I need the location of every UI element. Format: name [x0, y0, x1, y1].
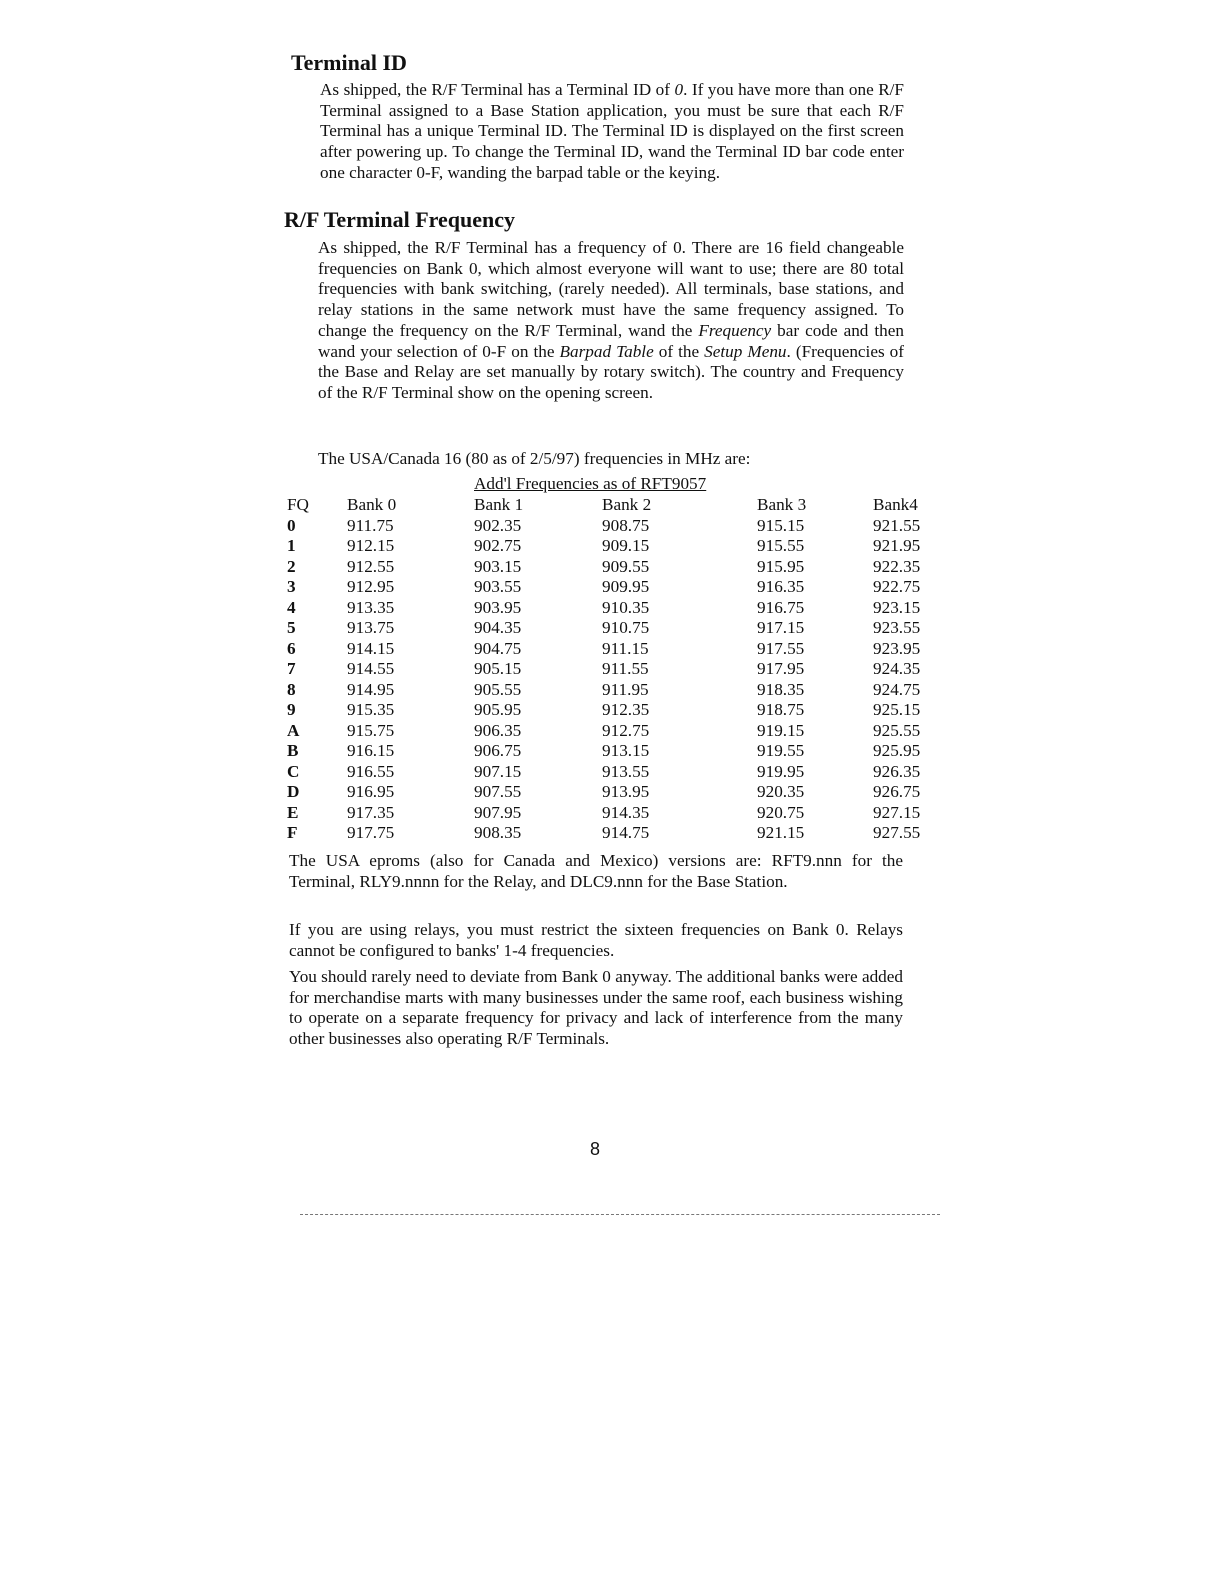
frequency-cell: 918.35: [757, 679, 805, 699]
frequency-cell: 925.95: [873, 741, 921, 761]
fq-cell: F: [287, 823, 298, 843]
frequency-cell: 913.95: [602, 782, 650, 802]
frequency-cell: 917.35: [347, 802, 395, 822]
frequency-cell: 915.15: [757, 515, 805, 535]
frequency-cell: 907.55: [474, 782, 522, 802]
frequency-cell: 914.15: [347, 638, 395, 658]
table-row: [287, 823, 943, 844]
table-row: [287, 598, 943, 619]
frequency-cell: 924.75: [873, 679, 921, 699]
frequency-cell: 925.15: [873, 700, 921, 720]
frequency-cell: 923.55: [873, 618, 921, 638]
frequency-cell: 912.75: [602, 720, 650, 740]
fq-cell: 0: [287, 515, 296, 535]
frequency-cell: 926.75: [873, 782, 921, 802]
table-row: [287, 577, 943, 598]
page-number: 8: [590, 1139, 601, 1159]
column-header: FQ: [287, 495, 309, 515]
frequency-cell: 920.35: [757, 782, 805, 802]
frequency-cell: 913.15: [602, 741, 650, 761]
fq-cell: B: [287, 741, 299, 761]
table-row: [287, 721, 943, 742]
table-caption: Add'l Frequencies as of RFT9057: [474, 474, 707, 493]
frequency-cell: 923.95: [873, 638, 921, 658]
table-row: [287, 803, 943, 824]
frequency-cell: 913.35: [347, 597, 395, 617]
frequency-cell: 919.95: [757, 761, 805, 781]
frequency-cell: 919.55: [757, 741, 805, 761]
fq-cell: 8: [287, 679, 296, 699]
terminal-id-paragraph: As shipped, the R/F Terminal has a Terminal ID of 0. If you have more than one R/F Terminal assigned to a Base Station application, you must be sure that each R/F Terminal has a unique Terminal ID. The Terminal ID is displayed on the first screen after powering up. To change the Terminal ID, wand the Terminal ID bar code enter one character 0-F, wanding the barpad table or the keying.: [320, 80, 904, 182]
frequency-cell: 913.75: [347, 618, 395, 638]
fq-cell: 9: [287, 700, 296, 720]
frequency-cell: 904.75: [474, 638, 522, 658]
frequency-cell: 914.95: [347, 679, 395, 699]
relays-paragraph: If you are using relays, you must restrict the sixteen frequencies on Bank 0. Relays cannot be configured to banks' 1-4 frequencies.: [289, 920, 903, 960]
banks-paragraph: You should rarely need to deviate from Bank 0 anyway. The additional banks were added for merchandise marts with many businesses under the same roof, each business wishing to operate on a separate frequency for privacy and lack of interference from the many other businesses also operating R/F Terminals.: [289, 967, 903, 1049]
fq-cell: 4: [287, 597, 296, 617]
frequency-cell: 921.95: [873, 536, 921, 556]
fq-cell: 1: [287, 536, 296, 556]
frequency-cell: 925.55: [873, 720, 921, 740]
frequency-cell: 912.15: [347, 536, 395, 556]
frequency-cell: 911.75: [347, 515, 394, 535]
table-row: [287, 762, 943, 783]
fq-cell: E: [287, 802, 299, 822]
frequency-cell: 905.55: [474, 679, 522, 699]
frequency-cell: 906.75: [474, 741, 522, 761]
frequency-cell: 912.55: [347, 556, 395, 576]
frequency-cell: 905.15: [474, 659, 522, 679]
column-header: Bank 3: [757, 495, 807, 515]
fq-cell: A: [287, 720, 300, 740]
frequency-cell: 911.15: [602, 638, 649, 658]
table-row: [287, 659, 943, 680]
table-row: [287, 536, 943, 557]
frequency-cell: 906.35: [474, 720, 522, 740]
frequency-cell: 915.75: [347, 720, 395, 740]
section-title-terminal-id: Terminal ID: [291, 50, 407, 75]
table-row: [287, 557, 943, 578]
column-header: Bank 0: [347, 495, 397, 515]
frequency-intro: The USA/Canada 16 (80 as of 2/5/97) frequencies in MHz are:: [318, 449, 751, 468]
frequency-cell: 915.95: [757, 556, 805, 576]
frequency-cell: 921.15: [757, 823, 805, 843]
frequency-cell: 902.75: [474, 536, 522, 556]
frequency-cell: 910.35: [602, 597, 650, 617]
fq-cell: 6: [287, 638, 296, 658]
frequency-cell: 908.75: [602, 515, 650, 535]
bottom-rule: [300, 1214, 940, 1215]
frequency-cell: 921.55: [873, 515, 921, 535]
frequency-cell: 917.15: [757, 618, 805, 638]
frequency-cell: 915.55: [757, 536, 805, 556]
frequency-cell: 912.95: [347, 577, 395, 597]
frequency-cell: 917.55: [757, 638, 805, 658]
frequency-cell: 916.15: [347, 741, 395, 761]
frequency-cell: 914.35: [602, 802, 650, 822]
fq-cell: 2: [287, 556, 296, 576]
frequency-cell: 907.15: [474, 761, 522, 781]
frequency-cell: 907.95: [474, 802, 522, 822]
fq-cell: 5: [287, 618, 296, 638]
frequency-cell: 913.55: [602, 761, 650, 781]
frequency-cell: 923.15: [873, 597, 921, 617]
frequency-cell: 924.35: [873, 659, 921, 679]
frequency-cell: 916.35: [757, 577, 805, 597]
frequency-cell: 916.55: [347, 761, 395, 781]
frequency-cell: 909.95: [602, 577, 650, 597]
table-row: [287, 516, 943, 537]
frequency-cell: 910.75: [602, 618, 650, 638]
frequency-cell: 916.95: [347, 782, 395, 802]
frequency-cell: 914.55: [347, 659, 395, 679]
column-header: Bank4: [873, 495, 918, 515]
frequency-cell: 902.35: [474, 515, 522, 535]
frequency-cell: 915.35: [347, 700, 395, 720]
frequency-cell: 917.95: [757, 659, 805, 679]
fq-cell: C: [287, 761, 300, 781]
frequency-cell: 905.95: [474, 700, 522, 720]
frequency-cell: 922.75: [873, 577, 921, 597]
frequency-cell: 911.55: [602, 659, 649, 679]
frequency-cell: 908.35: [474, 823, 522, 843]
frequency-cell: 926.35: [873, 761, 921, 781]
frequency-cell: 912.35: [602, 700, 650, 720]
frequency-cell: 922.35: [873, 556, 921, 576]
table-row: [287, 639, 943, 660]
frequency-cell: 903.55: [474, 577, 522, 597]
frequency-cell: 927.55: [873, 823, 921, 843]
column-header: Bank 1: [474, 495, 524, 515]
rf-frequency-paragraph: As shipped, the R/F Terminal has a frequency of 0. There are 16 field changeable frequencies on Bank 0, which almost everyone will want to use; there are 80 total frequencies with bank switching, (rarely needed). All terminals, base stations, and relay stations in the same network must have the same frequency assigned. To change the frequency on the R/F Terminal, wand the Frequency bar code and then wand your selection of 0-F on the Barpad Table of the Setup Menu. (Frequencies of the Base and Relay are set manually by rotary switch). The country and Frequency of the R/F Terminal show on the opening screen.: [318, 238, 904, 402]
table-header-row: [287, 495, 943, 516]
frequency-cell: 903.15: [474, 556, 522, 576]
fq-cell: D: [287, 782, 300, 802]
frequency-cell: 903.95: [474, 597, 522, 617]
table-row: [287, 680, 943, 701]
table-row: [287, 618, 943, 639]
table-row: [287, 741, 943, 762]
frequency-cell: 919.15: [757, 720, 805, 740]
frequency-cell: 914.75: [602, 823, 650, 843]
table-row: [287, 700, 943, 721]
frequency-cell: 920.75: [757, 802, 805, 822]
frequency-cell: 911.95: [602, 679, 649, 699]
frequency-cell: 909.55: [602, 556, 650, 576]
column-header: Bank 2: [602, 495, 652, 515]
eproms-paragraph: The USA eproms (also for Canada and Mexico) versions are: RFT9.nnn for the Terminal, RLY9.nnnn for the Relay, and DLC9.nnn for the Base Station.: [289, 851, 903, 891]
frequency-cell: 909.15: [602, 536, 650, 556]
fq-cell: 7: [287, 659, 296, 679]
fq-cell: 3: [287, 577, 296, 597]
frequency-cell: 917.75: [347, 823, 395, 843]
frequency-cell: 927.15: [873, 802, 921, 822]
section-title-rf-frequency: R/F Terminal Frequency: [284, 207, 515, 232]
frequency-cell: 916.75: [757, 597, 805, 617]
frequency-cell: 918.75: [757, 700, 805, 720]
table-row: [287, 782, 943, 803]
frequency-cell: 904.35: [474, 618, 522, 638]
frequency-table: [287, 495, 943, 844]
